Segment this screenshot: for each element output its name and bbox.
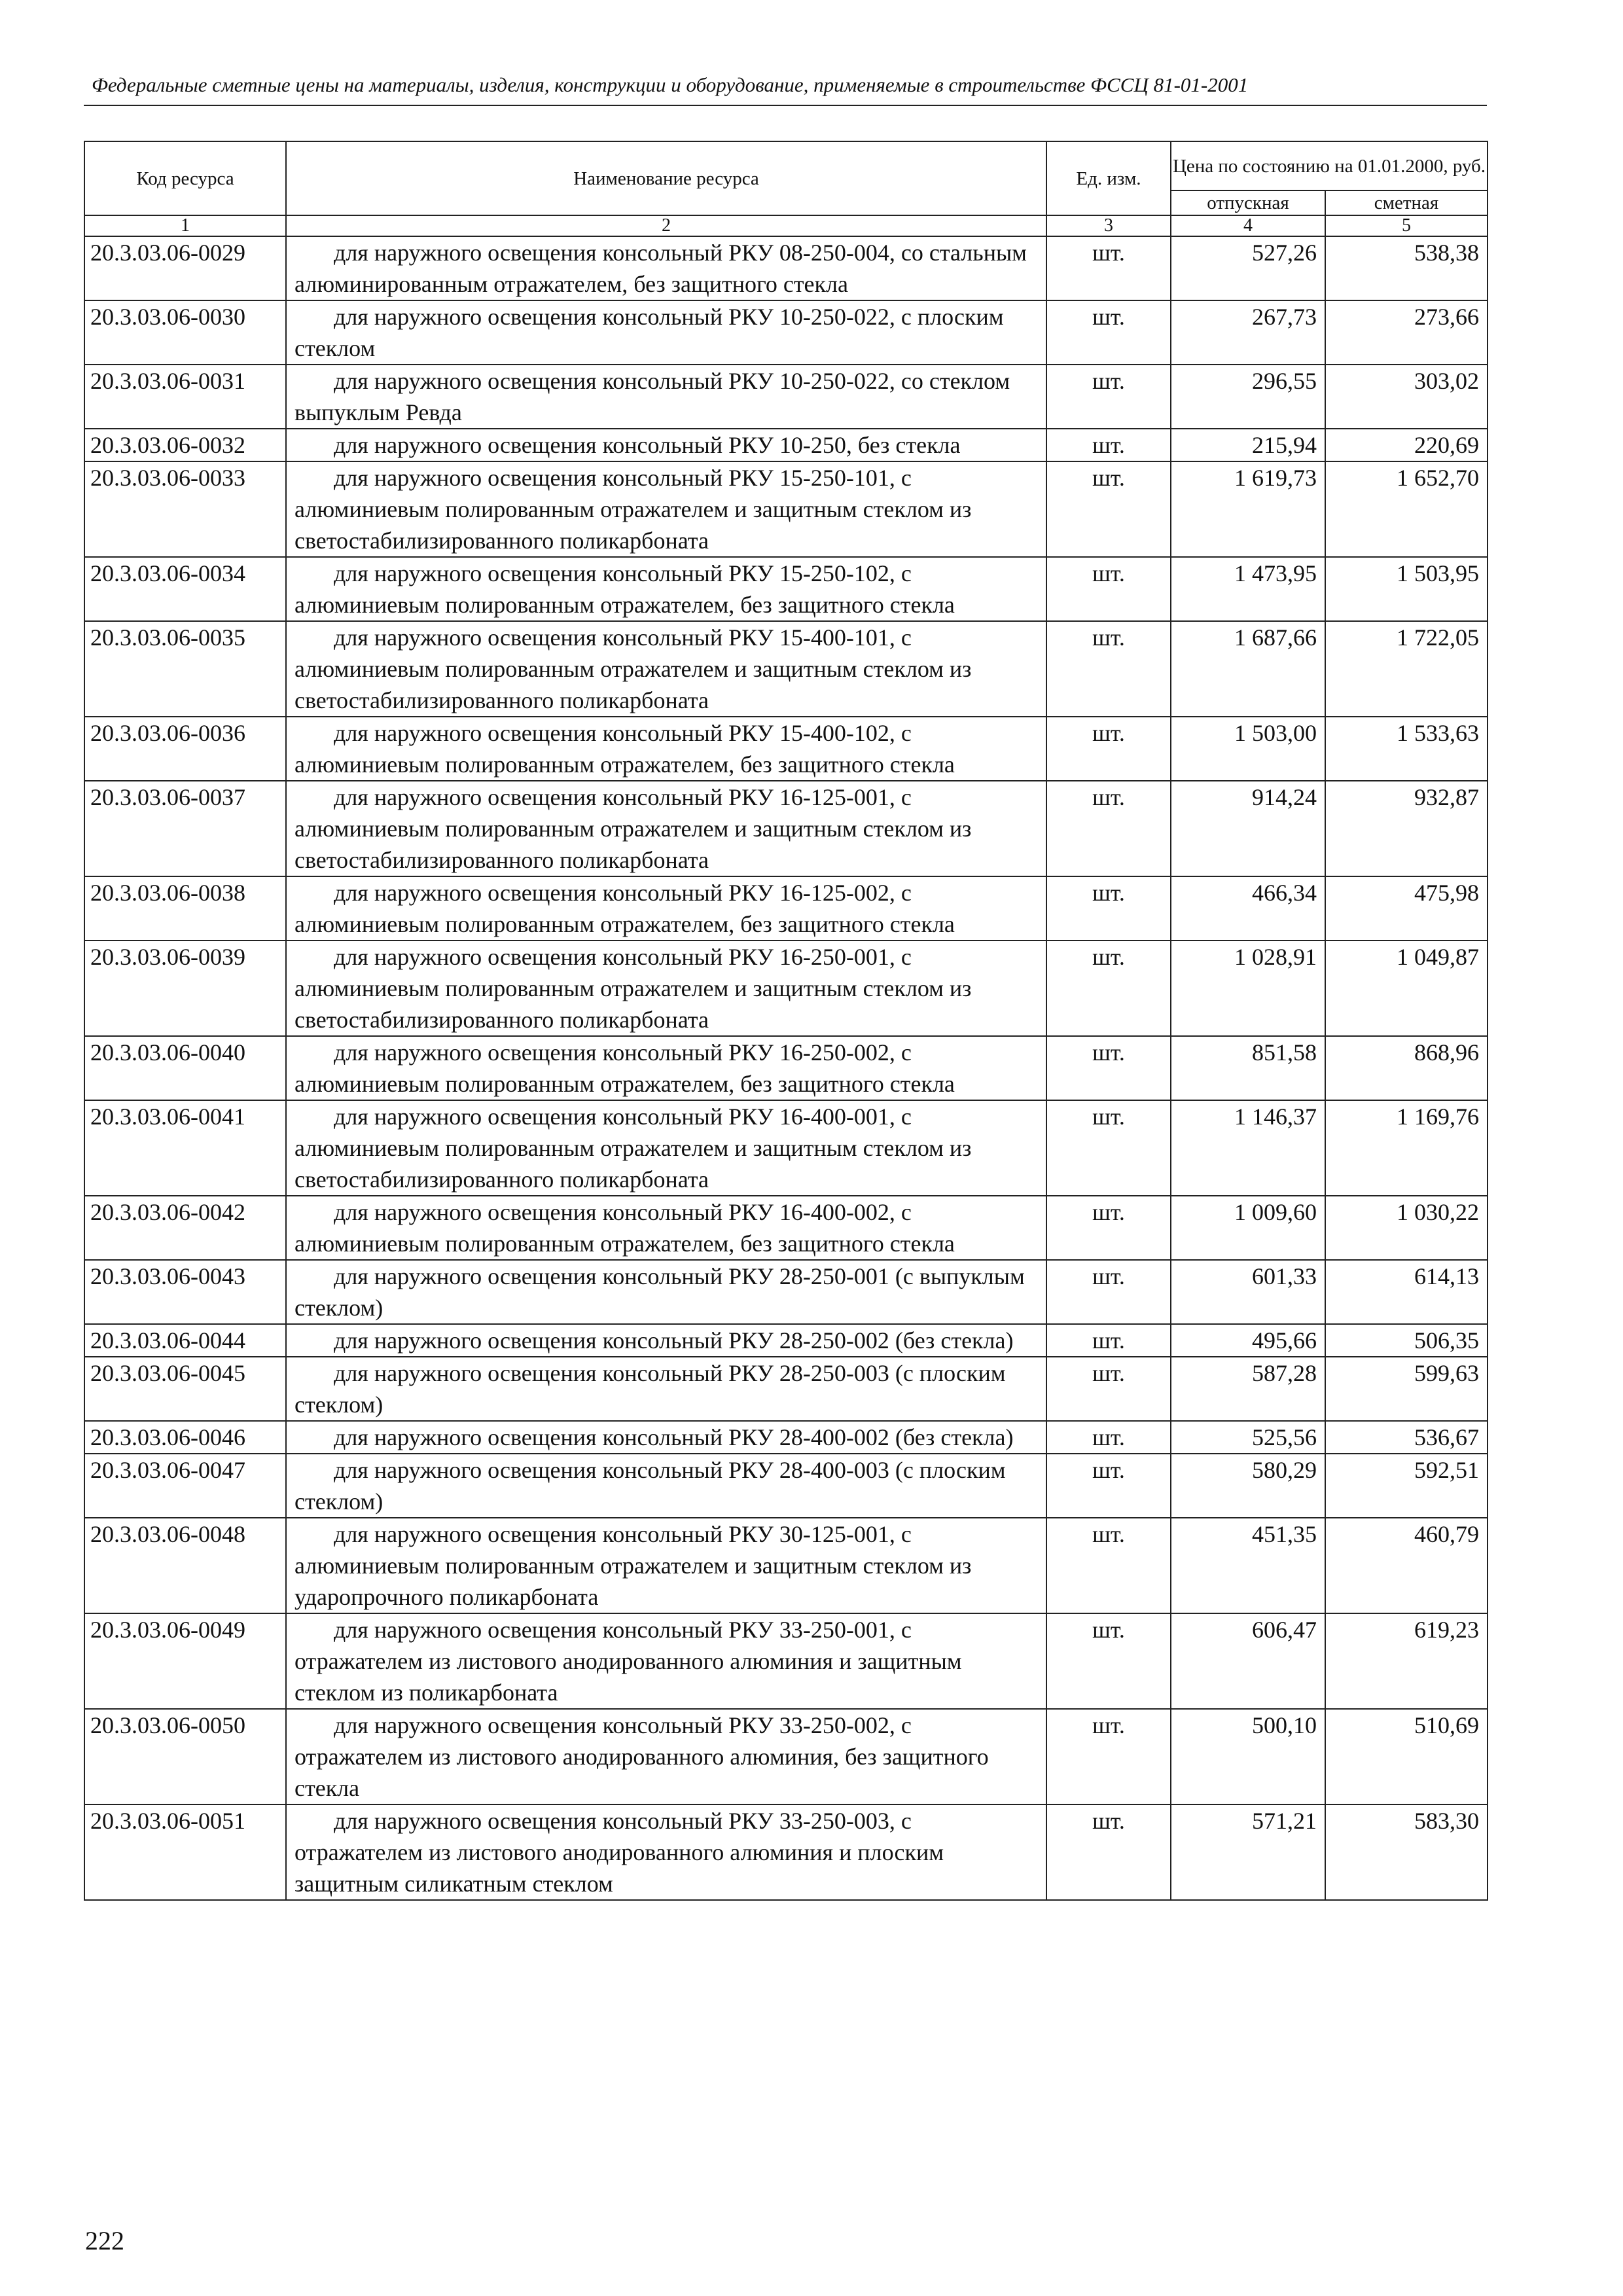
release-price: 1 687,66 bbox=[1171, 621, 1325, 717]
resource-name: для наружного освещения консольный РКУ 30-125-001, с алюминиевым полированным отражателем и защитным стеклом из ударопрочного поликарбоната bbox=[286, 1518, 1046, 1613]
table-row bbox=[84, 1421, 1488, 1454]
estimate-price: 536,67 bbox=[1325, 1421, 1488, 1454]
release-price: 495,66 bbox=[1171, 1324, 1325, 1357]
release-price: 215,94 bbox=[1171, 429, 1325, 461]
resource-code: 20.3.03.06-0033 bbox=[84, 461, 286, 557]
estimate-price: 932,87 bbox=[1325, 781, 1488, 876]
table-row bbox=[84, 300, 1488, 365]
estimate-price: 1 652,70 bbox=[1325, 461, 1488, 557]
column-number: 3 bbox=[1046, 215, 1171, 236]
column-number-row bbox=[84, 215, 1488, 236]
release-price: 451,35 bbox=[1171, 1518, 1325, 1613]
release-price: 1 473,95 bbox=[1171, 557, 1325, 621]
resource-name: для наружного освещения консольный РКУ 16-250-001, с алюминиевым полированным отражателем и защитным стеклом из светостабилизированного поликарбоната bbox=[286, 941, 1046, 1036]
header-price-group: Цена по состоянию на 01.01.2000, руб. bbox=[1171, 141, 1488, 190]
estimate-price: 1 503,95 bbox=[1325, 557, 1488, 621]
resource-name: для наружного освещения консольный РКУ 16-400-002, с алюминиевым полированным отражателем, без защитного стекла bbox=[286, 1196, 1046, 1260]
column-number: 4 bbox=[1171, 215, 1325, 236]
unit: шт. bbox=[1046, 1357, 1171, 1421]
release-price: 527,26 bbox=[1171, 236, 1325, 300]
release-price: 851,58 bbox=[1171, 1036, 1325, 1100]
resource-name: для наружного освещения консольный РКУ 10-250-022, со стеклом выпуклым Ревда bbox=[286, 365, 1046, 429]
table-row bbox=[84, 236, 1488, 300]
resource-name: для наружного освещения консольный РКУ 28-250-003 (с плоским стеклом) bbox=[286, 1357, 1046, 1421]
unit: шт. bbox=[1046, 236, 1171, 300]
estimate-price: 1 533,63 bbox=[1325, 717, 1488, 781]
header-code: Код ресурса bbox=[84, 141, 286, 215]
table-row bbox=[84, 1709, 1488, 1804]
table-row bbox=[84, 1804, 1488, 1900]
estimate-price: 619,23 bbox=[1325, 1613, 1488, 1709]
unit: шт. bbox=[1046, 941, 1171, 1036]
estimate-price: 1 169,76 bbox=[1325, 1100, 1488, 1196]
resource-code: 20.3.03.06-0044 bbox=[84, 1324, 286, 1357]
table-body bbox=[84, 236, 1488, 1900]
table-row bbox=[84, 1613, 1488, 1709]
estimate-price: 460,79 bbox=[1325, 1518, 1488, 1613]
table-row bbox=[84, 876, 1488, 941]
resource-name: для наружного освещения консольный РКУ 33-250-001, с отражателем из листового анодированного алюминия и защитным стеклом из поликарбоната bbox=[286, 1613, 1046, 1709]
table-row bbox=[84, 1454, 1488, 1518]
running-header: Федеральные сметные цены на материалы, изделия, конструкции и оборудование, применяемые в строительстве ФССЦ 81-01-2001 bbox=[92, 73, 1249, 96]
estimate-price: 220,69 bbox=[1325, 429, 1488, 461]
unit: шт. bbox=[1046, 429, 1171, 461]
release-price: 1 619,73 bbox=[1171, 461, 1325, 557]
table-row bbox=[84, 461, 1488, 557]
estimate-price: 303,02 bbox=[1325, 365, 1488, 429]
resource-code: 20.3.03.06-0048 bbox=[84, 1518, 286, 1613]
table-row bbox=[84, 1196, 1488, 1260]
resource-code: 20.3.03.06-0035 bbox=[84, 621, 286, 717]
resource-code: 20.3.03.06-0049 bbox=[84, 1613, 286, 1709]
resource-code: 20.3.03.06-0043 bbox=[84, 1260, 286, 1324]
resource-code: 20.3.03.06-0046 bbox=[84, 1421, 286, 1454]
table-header bbox=[84, 141, 1488, 236]
resource-name: для наружного освещения консольный РКУ 33-250-002, с отражателем из листового анодированного алюминия, без защитного стекла bbox=[286, 1709, 1046, 1804]
unit: шт. bbox=[1046, 1100, 1171, 1196]
unit: шт. bbox=[1046, 1036, 1171, 1100]
unit: шт. bbox=[1046, 1518, 1171, 1613]
estimate-price: 868,96 bbox=[1325, 1036, 1488, 1100]
unit: шт. bbox=[1046, 1613, 1171, 1709]
unit: шт. bbox=[1046, 1804, 1171, 1900]
unit: шт. bbox=[1046, 1196, 1171, 1260]
resource-code: 20.3.03.06-0040 bbox=[84, 1036, 286, 1100]
release-price: 1 009,60 bbox=[1171, 1196, 1325, 1260]
unit: шт. bbox=[1046, 1454, 1171, 1518]
release-price: 580,29 bbox=[1171, 1454, 1325, 1518]
estimate-price: 614,13 bbox=[1325, 1260, 1488, 1324]
resource-code: 20.3.03.06-0037 bbox=[84, 781, 286, 876]
resource-name: для наружного освещения консольный РКУ 33-250-003, с отражателем из листового анодированного алюминия и плоским защитным силикатным стеклом bbox=[286, 1804, 1046, 1900]
estimate-price: 510,69 bbox=[1325, 1709, 1488, 1804]
resource-code: 20.3.03.06-0036 bbox=[84, 717, 286, 781]
resource-code: 20.3.03.06-0038 bbox=[84, 876, 286, 941]
resource-name: для наружного освещения консольный РКУ 15-250-102, с алюминиевым полированным отражателем, без защитного стекла bbox=[286, 557, 1046, 621]
table-row bbox=[84, 781, 1488, 876]
estimate-price: 1 049,87 bbox=[1325, 941, 1488, 1036]
header-release-price: отпускная bbox=[1171, 190, 1325, 215]
resource-name: для наружного освещения консольный РКУ 08-250-004, со стальным алюминированным отражателем, без защитного стекла bbox=[286, 236, 1046, 300]
header-unit: Ед. изм. bbox=[1046, 141, 1171, 215]
unit: шт. bbox=[1046, 1260, 1171, 1324]
unit: шт. bbox=[1046, 876, 1171, 941]
unit: шт. bbox=[1046, 1709, 1171, 1804]
header-estimate-price: сметная bbox=[1325, 190, 1488, 215]
release-price: 587,28 bbox=[1171, 1357, 1325, 1421]
table-row bbox=[84, 365, 1488, 429]
estimate-price: 506,35 bbox=[1325, 1324, 1488, 1357]
estimate-price: 592,51 bbox=[1325, 1454, 1488, 1518]
table-row bbox=[84, 557, 1488, 621]
release-price: 606,47 bbox=[1171, 1613, 1325, 1709]
unit: шт. bbox=[1046, 1324, 1171, 1357]
table-row bbox=[84, 1036, 1488, 1100]
release-price: 914,24 bbox=[1171, 781, 1325, 876]
unit: шт. bbox=[1046, 781, 1171, 876]
header-rule bbox=[84, 105, 1487, 106]
resource-code: 20.3.03.06-0045 bbox=[84, 1357, 286, 1421]
table-row bbox=[84, 1357, 1488, 1421]
resource-code: 20.3.03.06-0051 bbox=[84, 1804, 286, 1900]
column-number: 5 bbox=[1325, 215, 1488, 236]
resource-code: 20.3.03.06-0047 bbox=[84, 1454, 286, 1518]
resource-name: для наружного освещения консольный РКУ 16-125-002, с алюминиевым полированным отражателем, без защитного стекла bbox=[286, 876, 1046, 941]
release-price: 267,73 bbox=[1171, 300, 1325, 365]
unit: шт. bbox=[1046, 461, 1171, 557]
release-price: 296,55 bbox=[1171, 365, 1325, 429]
unit: шт. bbox=[1046, 1421, 1171, 1454]
resource-code: 20.3.03.06-0031 bbox=[84, 365, 286, 429]
resource-name: для наружного освещения консольный РКУ 10-250-022, с плоским стеклом bbox=[286, 300, 1046, 365]
table-row bbox=[84, 429, 1488, 461]
release-price: 601,33 bbox=[1171, 1260, 1325, 1324]
resource-code: 20.3.03.06-0034 bbox=[84, 557, 286, 621]
estimate-price: 599,63 bbox=[1325, 1357, 1488, 1421]
resource-code: 20.3.03.06-0042 bbox=[84, 1196, 286, 1260]
unit: шт. bbox=[1046, 621, 1171, 717]
resource-name: для наружного освещения консольный РКУ 15-400-101, с алюминиевым полированным отражателем и защитным стеклом из светостабилизированного поликарбоната bbox=[286, 621, 1046, 717]
estimate-price: 273,66 bbox=[1325, 300, 1488, 365]
resource-name: для наружного освещения консольный РКУ 28-250-002 (без стекла) bbox=[286, 1324, 1046, 1357]
release-price: 1 503,00 bbox=[1171, 717, 1325, 781]
unit: шт. bbox=[1046, 300, 1171, 365]
table-row bbox=[84, 621, 1488, 717]
page-number: 222 bbox=[85, 2226, 124, 2255]
release-price: 500,10 bbox=[1171, 1709, 1325, 1804]
column-number: 2 bbox=[286, 215, 1046, 236]
release-price: 571,21 bbox=[1171, 1804, 1325, 1900]
estimate-price: 583,30 bbox=[1325, 1804, 1488, 1900]
resource-name: для наружного освещения консольный РКУ 16-250-002, с алюминиевым полированным отражателем, без защитного стекла bbox=[286, 1036, 1046, 1100]
table-row bbox=[84, 1100, 1488, 1196]
unit: шт. bbox=[1046, 365, 1171, 429]
resource-name: для наружного освещения консольный РКУ 16-125-001, с алюминиевым полированным отражателем и защитным стеклом из светостабилизированного поликарбоната bbox=[286, 781, 1046, 876]
resource-code: 20.3.03.06-0050 bbox=[84, 1709, 286, 1804]
estimate-price: 1 030,22 bbox=[1325, 1196, 1488, 1260]
resource-code: 20.3.03.06-0032 bbox=[84, 429, 286, 461]
table-row bbox=[84, 1324, 1488, 1357]
release-price: 525,56 bbox=[1171, 1421, 1325, 1454]
unit: шт. bbox=[1046, 717, 1171, 781]
table-row bbox=[84, 1260, 1488, 1324]
table-row bbox=[84, 717, 1488, 781]
release-price: 1 028,91 bbox=[1171, 941, 1325, 1036]
resource-name: для наружного освещения консольный РКУ 15-400-102, с алюминиевым полированным отражателем, без защитного стекла bbox=[286, 717, 1046, 781]
resource-name: для наружного освещения консольный РКУ 15-250-101, с алюминиевым полированным отражателем и защитным стеклом из светостабилизированного поликарбоната bbox=[286, 461, 1046, 557]
resource-code: 20.3.03.06-0041 bbox=[84, 1100, 286, 1196]
estimate-price: 538,38 bbox=[1325, 236, 1488, 300]
resource-code: 20.3.03.06-0029 bbox=[84, 236, 286, 300]
resource-name: для наружного освещения консольный РКУ 28-400-002 (без стекла) bbox=[286, 1421, 1046, 1454]
release-price: 1 146,37 bbox=[1171, 1100, 1325, 1196]
table-row bbox=[84, 1518, 1488, 1613]
unit: шт. bbox=[1046, 557, 1171, 621]
estimate-price: 1 722,05 bbox=[1325, 621, 1488, 717]
estimate-price: 475,98 bbox=[1325, 876, 1488, 941]
resource-name: для наружного освещения консольный РКУ 28-400-003 (с плоским стеклом) bbox=[286, 1454, 1046, 1518]
release-price: 466,34 bbox=[1171, 876, 1325, 941]
resource-name: для наружного освещения консольный РКУ 16-400-001, с алюминиевым полированным отражателем и защитным стеклом из светостабилизированного поликарбоната bbox=[286, 1100, 1046, 1196]
column-number: 1 bbox=[84, 215, 286, 236]
resource-name: для наружного освещения консольный РКУ 10-250, без стекла bbox=[286, 429, 1046, 461]
price-table bbox=[84, 141, 1488, 1901]
header-name: Наименование ресурса bbox=[286, 141, 1046, 215]
resource-code: 20.3.03.06-0039 bbox=[84, 941, 286, 1036]
table-row bbox=[84, 941, 1488, 1036]
resource-code: 20.3.03.06-0030 bbox=[84, 300, 286, 365]
resource-name: для наружного освещения консольный РКУ 28-250-001 (с выпуклым стеклом) bbox=[286, 1260, 1046, 1324]
